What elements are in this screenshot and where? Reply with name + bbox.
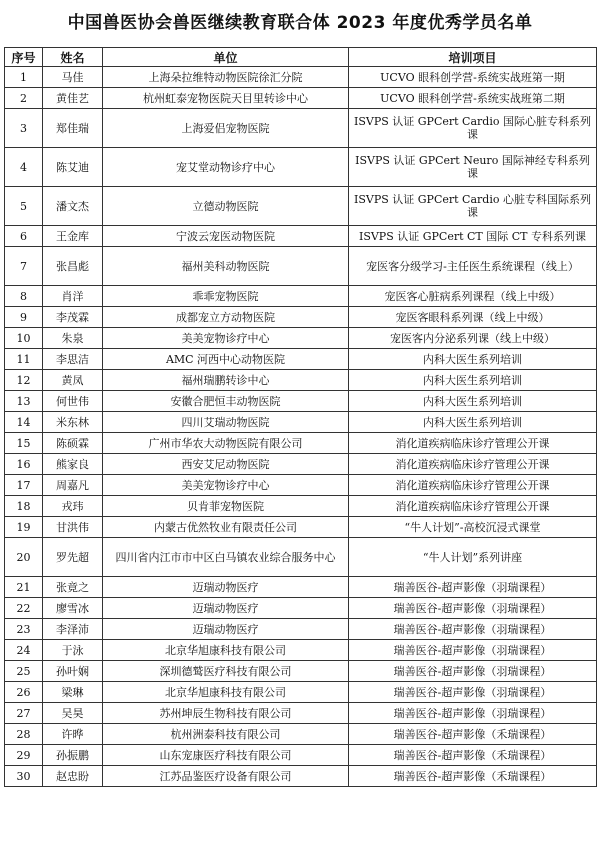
cell-unit: 迈瑞动物医疗: [103, 577, 349, 598]
cell-no: 19: [5, 517, 43, 538]
document-title: 中国兽医协会兽医继续教育联合体 2023 年度优秀学员名单: [67, 13, 533, 33]
table-row: [5, 247, 597, 286]
table-row: [5, 619, 597, 640]
table-row: [5, 598, 597, 619]
cell-name: 李茂霖: [43, 307, 103, 328]
cell-name: 熊家良: [43, 454, 103, 475]
cell-no: 25: [5, 661, 43, 682]
cell-no: 3: [5, 109, 43, 148]
cell-no: 24: [5, 640, 43, 661]
cell-course: 内科大医生系列培训: [349, 370, 597, 391]
cell-course: 瑞善医谷-超声影像（禾瑞课程）: [349, 745, 597, 766]
cell-name: 张昌彪: [43, 247, 103, 286]
table-row: [5, 370, 597, 391]
cell-unit: 广州市华农大动物医院有限公司: [103, 433, 349, 454]
cell-name: 甘洪伟: [43, 517, 103, 538]
cell-unit: 贝肯菲宠物医院: [103, 496, 349, 517]
cell-no: 7: [5, 247, 43, 286]
cell-no: 12: [5, 370, 43, 391]
cell-name: 王金库: [43, 226, 103, 247]
table-row: [5, 67, 597, 88]
table-row: [5, 307, 597, 328]
table-row: [5, 538, 597, 577]
table-row: [5, 724, 597, 745]
cell-name: 戎玮: [43, 496, 103, 517]
cell-name: 张竟之: [43, 577, 103, 598]
cell-no: 5: [5, 187, 43, 226]
cell-unit: 美美宠物诊疗中心: [103, 475, 349, 496]
cell-unit: 立德动物医院: [103, 187, 349, 226]
table-row: [5, 766, 597, 787]
cell-unit: 深圳德鹫医疗科技有限公司: [103, 661, 349, 682]
cell-unit: 西安艾尼动物医院: [103, 454, 349, 475]
cell-no: 11: [5, 349, 43, 370]
cell-name: 于泳: [43, 640, 103, 661]
cell-no: 28: [5, 724, 43, 745]
cell-unit: 宠艾堂动物诊疗中心: [103, 148, 349, 187]
cell-no: 10: [5, 328, 43, 349]
cell-unit: 福州美科动物医院: [103, 247, 349, 286]
cell-course: 瑞善医谷-超声影像（羽瑞课程）: [349, 598, 597, 619]
cell-name: 潘文杰: [43, 187, 103, 226]
cell-no: 26: [5, 682, 43, 703]
cell-unit: 江苏品鉴医疗设备有限公司: [103, 766, 349, 787]
cell-name: 梁琳: [43, 682, 103, 703]
cell-name: 黄凤: [43, 370, 103, 391]
cell-name: 罗先超: [43, 538, 103, 577]
table-row: [5, 640, 597, 661]
table-row: [5, 703, 597, 724]
table-row: [5, 517, 597, 538]
cell-name: 陈硕霖: [43, 433, 103, 454]
cell-course: 消化道疾病临床诊疗管理公开课: [349, 496, 597, 517]
cell-name: 朱泉: [43, 328, 103, 349]
table-row: [5, 328, 597, 349]
cell-unit: 迈瑞动物医疗: [103, 619, 349, 640]
cell-no: 6: [5, 226, 43, 247]
cell-unit: 杭州洲泰科技有限公司: [103, 724, 349, 745]
cell-no: 18: [5, 496, 43, 517]
cell-no: 13: [5, 391, 43, 412]
cell-no: 14: [5, 412, 43, 433]
cell-course: 瑞善医谷-超声影像（羽瑞课程）: [349, 703, 597, 724]
cell-unit: 上海爱侣宠物医院: [103, 109, 349, 148]
cell-unit: 杭州虹泰宠物医院天目里转诊中心: [103, 88, 349, 109]
cell-no: 16: [5, 454, 43, 475]
roster-table: [4, 47, 597, 787]
table-row: [5, 661, 597, 682]
cell-course: ISVPS 认证 GPCert Neuro 国际神经专科系列课: [349, 148, 597, 187]
cell-course: 瑞善医谷-超声影像（禾瑞课程）: [349, 724, 597, 745]
cell-name: 郑佳瑞: [43, 109, 103, 148]
header-name: 姓名: [43, 48, 103, 67]
table-body: [5, 67, 597, 787]
cell-name: 孙振鹏: [43, 745, 103, 766]
cell-name: 吴昊: [43, 703, 103, 724]
cell-unit: 上海朵拉维特动物医院徐汇分院: [103, 67, 349, 88]
table-row: [5, 454, 597, 475]
table-row: [5, 88, 597, 109]
cell-course: 瑞善医谷-超声影像（羽瑞课程）: [349, 661, 597, 682]
cell-name: 周嘉凡: [43, 475, 103, 496]
cell-course: 消化道疾病临床诊疗管理公开课: [349, 475, 597, 496]
cell-no: 29: [5, 745, 43, 766]
cell-name: 李泽沛: [43, 619, 103, 640]
cell-course: 内科大医生系列培训: [349, 391, 597, 412]
cell-unit: 四川省内江市市中区白马镇农业综合服务中心: [103, 538, 349, 577]
table-row: [5, 109, 597, 148]
cell-course: 内科大医生系列培训: [349, 412, 597, 433]
cell-course: 瑞善医谷-超声影像（羽瑞课程）: [349, 682, 597, 703]
cell-name: 肖洋: [43, 286, 103, 307]
table-row: [5, 577, 597, 598]
header-unit: 单位: [103, 48, 349, 67]
cell-no: 15: [5, 433, 43, 454]
cell-name: 马佳: [43, 67, 103, 88]
table-row: [5, 226, 597, 247]
cell-unit: AMC 河西中心动物医院: [103, 349, 349, 370]
cell-course: ISVPS 认证 GPCert Cardio 国际心脏专科系列课: [349, 109, 597, 148]
cell-course: 瑞善医谷-超声影像（羽瑞课程）: [349, 577, 597, 598]
cell-unit: 福州瑞鹏转诊中心: [103, 370, 349, 391]
table-row: [5, 412, 597, 433]
cell-unit: 四川艾瑞动物医院: [103, 412, 349, 433]
cell-unit: 山东宠康医疗科技有限公司: [103, 745, 349, 766]
cell-course: 内科大医生系列培训: [349, 349, 597, 370]
table-header-row: [5, 48, 597, 67]
cell-name: 黄佳艺: [43, 88, 103, 109]
cell-no: 30: [5, 766, 43, 787]
cell-name: 孙叶娴: [43, 661, 103, 682]
table-row: [5, 433, 597, 454]
table-row: [5, 745, 597, 766]
cell-no: 21: [5, 577, 43, 598]
cell-no: 1: [5, 67, 43, 88]
cell-course: 宠医客心脏病系列课程（线上中级）: [349, 286, 597, 307]
table-row: [5, 391, 597, 412]
cell-course: “牛人计划”-高校沉浸式课堂: [349, 517, 597, 538]
header-course: 培训项目: [349, 48, 597, 67]
cell-no: 27: [5, 703, 43, 724]
cell-unit: 宁波云宠医动物医院: [103, 226, 349, 247]
cell-course: ISVPS 认证 GPCert CT 国际 CT 专科系列课: [349, 226, 597, 247]
table-row: [5, 286, 597, 307]
cell-no: 20: [5, 538, 43, 577]
table-row: [5, 187, 597, 226]
cell-course: “牛人计划”系列讲座: [349, 538, 597, 577]
cell-name: 何世伟: [43, 391, 103, 412]
cell-course: UCVO 眼科创学营-系统实战班第二期: [349, 88, 597, 109]
cell-unit: 迈瑞动物医疗: [103, 598, 349, 619]
cell-name: 许晔: [43, 724, 103, 745]
cell-name: 米东林: [43, 412, 103, 433]
cell-course: 瑞善医谷-超声影像（羽瑞课程）: [349, 640, 597, 661]
cell-unit: 北京华旭康科技有限公司: [103, 682, 349, 703]
cell-course: 消化道疾病临床诊疗管理公开课: [349, 454, 597, 475]
cell-course: 瑞善医谷-超声影像（羽瑞课程）: [349, 619, 597, 640]
cell-no: 22: [5, 598, 43, 619]
cell-name: 陈艾迪: [43, 148, 103, 187]
cell-no: 4: [5, 148, 43, 187]
cell-name: 赵忠盼: [43, 766, 103, 787]
cell-unit: 成都宠立方动物医院: [103, 307, 349, 328]
cell-unit: 北京华旭康科技有限公司: [103, 640, 349, 661]
cell-course: 宠医客分级学习-主任医生系统课程（线上）: [349, 247, 597, 286]
cell-no: 17: [5, 475, 43, 496]
cell-course: 宠医客内分泌系列课（线上中级）: [349, 328, 597, 349]
cell-no: 9: [5, 307, 43, 328]
cell-course: ISVPS 认证 GPCert Cardio 心脏专科国际系列课: [349, 187, 597, 226]
cell-no: 23: [5, 619, 43, 640]
table-row: [5, 349, 597, 370]
cell-unit: 美美宠物诊疗中心: [103, 328, 349, 349]
cell-name: 李思洁: [43, 349, 103, 370]
cell-no: 8: [5, 286, 43, 307]
cell-no: 2: [5, 88, 43, 109]
table-row: [5, 475, 597, 496]
cell-course: 瑞善医谷-超声影像（禾瑞课程）: [349, 766, 597, 787]
cell-unit: 苏州坤辰生物科技有限公司: [103, 703, 349, 724]
cell-unit: 安徽合肥恒丰动物医院: [103, 391, 349, 412]
cell-course: 消化道疾病临床诊疗管理公开课: [349, 433, 597, 454]
cell-name: 廖雪冰: [43, 598, 103, 619]
header-no: 序号: [5, 48, 43, 67]
table-row: [5, 682, 597, 703]
cell-course: 宠医客眼科系列课（线上中级）: [349, 307, 597, 328]
table-row: [5, 496, 597, 517]
cell-unit: 乖乖宠物医院: [103, 286, 349, 307]
cell-unit: 内蒙古优然牧业有限责任公司: [103, 517, 349, 538]
cell-course: UCVO 眼科创学营-系统实战班第一期: [349, 67, 597, 88]
table-row: [5, 148, 597, 187]
